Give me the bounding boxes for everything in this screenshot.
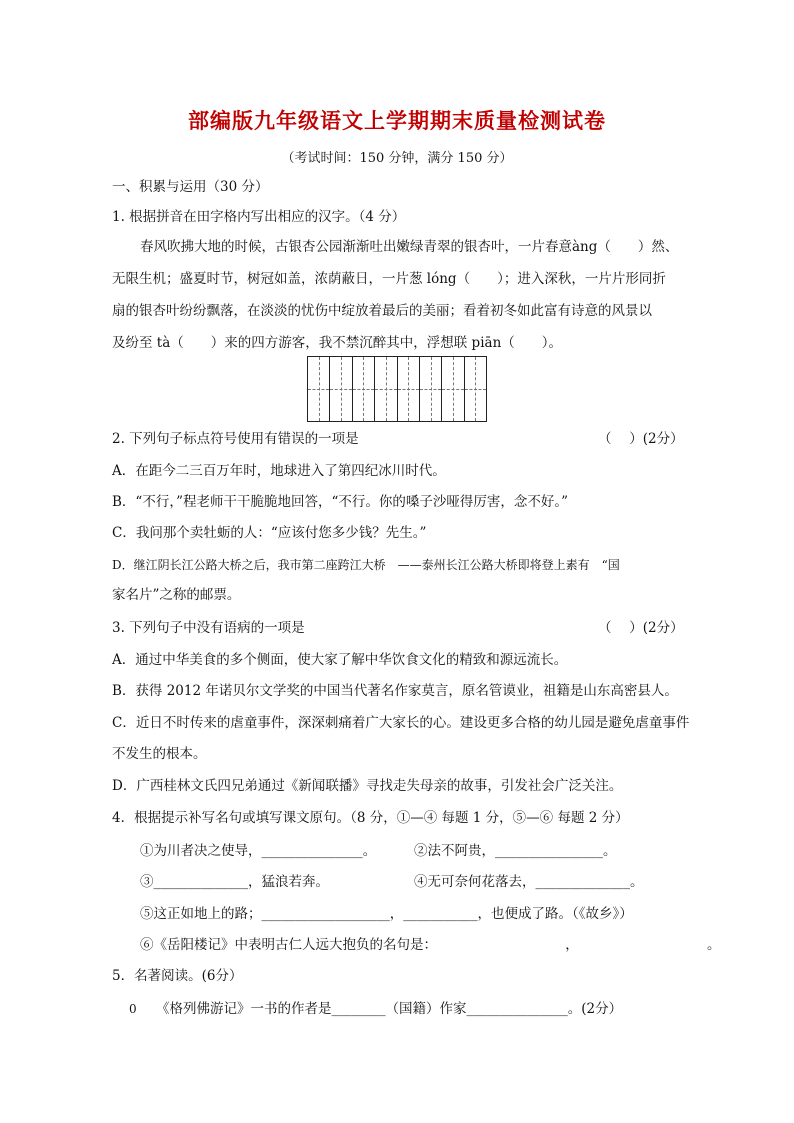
q2-stem: 2. 下列句子标点符号使用有错误的一项是 xyxy=(112,431,359,447)
q4-blank-2[interactable]: ②法不阿贵，________________。 xyxy=(414,843,617,859)
tianzige-grid[interactable] xyxy=(307,356,487,422)
q2-option-a: A．在距今二三百万年时，地球进入了第四纪冰川时代。 xyxy=(112,463,446,479)
exam-info: （考试时间：150 分钟，满分 150 分） xyxy=(281,151,513,166)
grid-cell[interactable] xyxy=(442,357,464,421)
q1-stem: 1. 根据拼音在田字格内写出相应的汉字。（4 分） xyxy=(112,209,406,225)
q1-paragraph-line: 扇的银杏叶纷纷飘落，在淡淡的忧伤中绽放着最后的美丽；看着初冬如此富有诗意的风景以 xyxy=(112,303,652,319)
q2-option-d-cont: 家名片”之称的邮票。 xyxy=(112,587,241,603)
q1-paragraph-line: 无限生机；盛夏时节，树冠如盖，浓荫蔽日，一片葱 lóng（ ）；进入深秋，一片片形同折 xyxy=(112,271,666,287)
q3-option-a: A．通过中华美食的多个侧面，使大家了解中华饮食文化的精致和源远流长。 xyxy=(112,652,568,668)
grid-cell[interactable] xyxy=(330,357,352,421)
q3-stem: 3. 下列句子中没有语病的一项是 xyxy=(112,620,305,636)
q1-paragraph-line: 及纷至 tà（ ）来的四方游客，我不禁沉醉其中，浮想联 piān（ ）。 xyxy=(112,335,563,351)
q4-blank-6[interactable]: ⑥《岳阳楼记》中表明古仁人远大抱负的名句是： ， 。 xyxy=(140,937,721,953)
grid-cell[interactable] xyxy=(398,357,420,421)
q4-stem: 4．根据提示补写名句或填写课文原句。（8 分，①—④ 每题 1 分，⑤—⑥ 每题 2 分） xyxy=(112,810,629,826)
q3-option-b: B．获得 2012 年诺贝尔文学奖的中国当代著名作家莫言，原名管谟业，祖籍是山东高密县人。 xyxy=(112,683,678,699)
q2-option-d: D．继江阴长江公路大桥之后，我市第二座跨江大桥 ——泰州长江公路大桥即将登上素有 “国 xyxy=(112,558,620,572)
grid-cell[interactable] xyxy=(353,357,375,421)
q3-answer-mark: （ ）(2分） xyxy=(598,620,684,636)
grid-cell[interactable] xyxy=(465,357,486,421)
q4-blank-5[interactable]: ⑤这正如地上的路；___________________，___________，也便成了路。（《故乡》） xyxy=(140,906,633,922)
q2-answer-mark: （ ）(2分） xyxy=(598,431,684,447)
q3-option-c: C．近日不时传来的虐童事件，深深刺痛着广大家长的心。建设更多合格的幼儿园是避免虐童事件 xyxy=(112,715,690,731)
q5-item-number: 0 xyxy=(129,1002,137,1016)
section-heading: 一、积累与运用（30 分） xyxy=(112,179,269,195)
q2-option-c: C．我问那个卖牡蛎的人：“应该付您多少钱？先生。” xyxy=(112,525,427,541)
q1-paragraph-line: 春风吹拂大地的时候，古银杏公园渐渐吐出嫩绿青翠的银杏叶，一片春意àng（ ）然、 xyxy=(140,239,679,255)
q5-stem: 5．名著阅读。(6分） xyxy=(112,968,243,984)
q4-blank-1[interactable]: ①为川者决之使导，_______________。 xyxy=(140,843,377,859)
q5-item[interactable]: 《格列佛游记》一书的作者是________（国籍）作家_______________。(2分） xyxy=(156,1001,623,1017)
page-title: 部编版九年级语文上学期期末质量检测试卷 xyxy=(188,108,606,133)
q3-option-d: D．广西桂林文氏四兄弟通过《新闻联播》寻找走失母亲的故事，引发社会广泛关注。 xyxy=(112,778,623,794)
q2-option-b: B．“不行，”程老师干干脆脆地回答，“不行。你的嗓子沙哑得厉害，念不好。” xyxy=(112,494,569,510)
q4-blank-4[interactable]: ④无可奈何花落去，______________。 xyxy=(414,874,644,890)
q3-option-c-cont: 不发生的根本。 xyxy=(112,746,207,762)
grid-cell[interactable] xyxy=(375,357,397,421)
grid-cell[interactable] xyxy=(420,357,442,421)
grid-cell[interactable] xyxy=(308,357,330,421)
q4-blank-3[interactable]: ③______________，猛浪若奔。 xyxy=(140,874,329,890)
